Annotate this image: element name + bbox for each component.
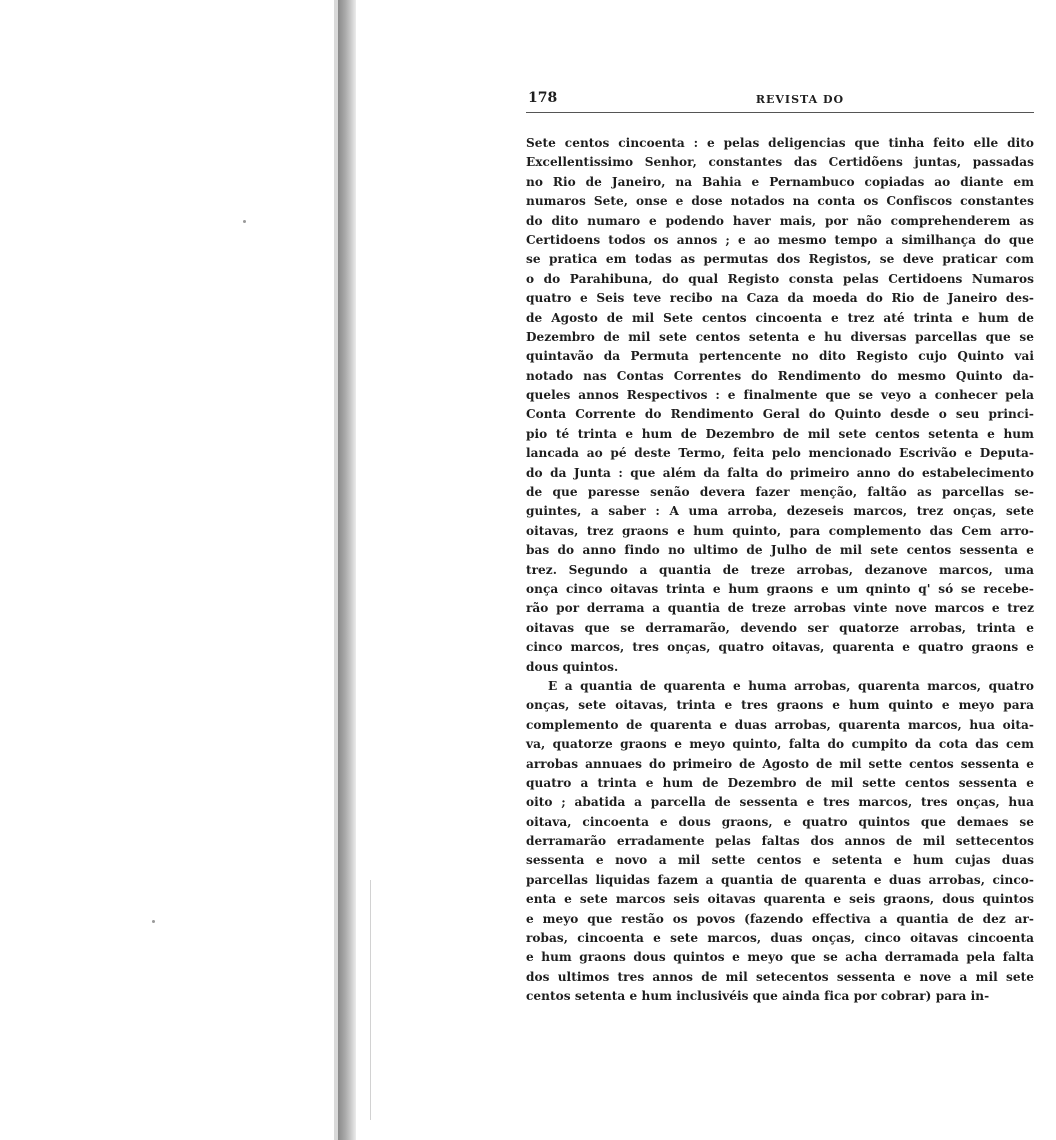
text-line: cinco marcos, tres onças, quatro oitavas, quarenta e quatro graons e (526, 640, 1034, 655)
text-line: no Rio de Janeiro, na Bahia e Pernambuco copiadas ao diante em (526, 174, 1034, 189)
text-line: oitava, cincoenta e dous graons, e quatro quintos que demaes se (526, 814, 1034, 829)
text-line: quintavão da Permuta pertencente no dito Registo cujo Quinto vai (526, 349, 1034, 364)
text-line: va, quatorze graons e meyo quinto, falta do cumpito da cota das cem (526, 737, 1034, 752)
text-line: sessenta e novo a mil sette centos e setenta e hum cujas duas (526, 853, 1034, 868)
text-line: rão por derrama a quantia de treze arrobas vinte nove marcos e trez (526, 601, 1034, 616)
text-line: do da Junta : que além da falta do primeiro anno do estabelecimento (526, 465, 1034, 480)
text-line: quatro a trinta e hum de Dezembro de mil sette centos sessenta e (526, 775, 1034, 790)
text-line: trez. Segundo a quantia de treze arrobas, dezanove marcos, uma (526, 562, 1034, 577)
text-line: bas do anno findo no ultimo de Julho de mil sete centos sessenta e (526, 543, 1034, 558)
scan-artifact-line (370, 880, 371, 1120)
text-line: parcellas liquidas fazem a quantia de quarenta e duas arrobas, cinco- (526, 872, 1034, 887)
text-line: lancada ao pé deste Termo, feita pelo mencionado Escrivão e Deputa- (526, 446, 1034, 461)
text-line: oito ; abatida a parcella de sessenta e tres marcos, tres onças, hua (526, 795, 1034, 810)
text-line: dos ultimos tres annos de mil setecentos sessenta e nove a mil sete (526, 969, 1034, 984)
text-line: notado nas Contas Correntes do Rendimento do mesmo Quinto da- (526, 368, 1034, 383)
text-line: se pratica em todas as permutas dos Registos, se deve praticar com (526, 252, 1034, 267)
text-line: quatro e Seis teve recibo na Caza da moeda do Rio de Janeiro des- (526, 291, 1034, 306)
text-line: pio té trinta e hum de Dezembro de mil sete centos setenta e hum (526, 426, 1034, 441)
page-binding-gutter (338, 0, 356, 1140)
body-text (526, 134, 1034, 1007)
text-line: Dezembro de mil sete centos setenta e hu diversas parcellas que se (526, 329, 1034, 344)
text-line: oitavas, trez graons e hum quinto, para complemento das Cem arro- (526, 523, 1034, 538)
text-line: enta e sete marcos seis oitavas quarenta e seis graons, dous quintos (526, 892, 1034, 907)
text-line: de que paresse senão devera fazer menção, faltão as parcellas se- (526, 485, 1034, 500)
text-line: o do Parahibuna, do qual Registo consta pelas Certidoens Numaros (526, 271, 1034, 286)
scan-speck (152, 920, 155, 923)
text-line: queles annos Respectivos : e finalmente que se veyo a conhecer pela (526, 388, 1034, 403)
text-line: Conta Corrente do Rendimento Geral do Quinto desde o seu princi- (526, 407, 1034, 422)
text-line: E a quantia de quarenta e huma arrobas, quarenta marcos, quatro (548, 678, 1034, 693)
text-line: Excellentissimo Senhor, constantes das Certidõens juntas, passadas (526, 155, 1034, 170)
scan-speck (243, 220, 246, 223)
text-line: robas, cincoenta e sete marcos, duas onças, cinco oitavas cincoenta (526, 931, 1034, 946)
text-line: arrobas annuaes do primeiro de Agosto de mil sette centos sessenta e (526, 756, 1034, 771)
text-line: derramarão erradamente pelas faltas dos annos de mil settecentos (526, 834, 1034, 849)
text-line: Sete centos cincoenta : e pelas deligencias que tinha feito elle dito (526, 136, 1034, 150)
running-head: REVISTA DO (755, 93, 845, 106)
text-line: do dito numaro e podendo haver mais, por não comprehenderem as (526, 213, 1034, 228)
text-line: de Agosto de mil Sete centos cincoenta e trez até trinta e hum de (526, 310, 1034, 325)
text-line: complemento de quarenta e duas arrobas, quarenta marcos, hua oita- (526, 717, 1034, 732)
text-line: numaros Sete, onse e dose notados na conta os Confiscos constantes (526, 194, 1034, 209)
text-line: onças, sete oitavas, trinta e tres graons e hum quinto e meyo para (526, 698, 1034, 713)
text-line: Certidoens todos os annos ; e ao mesmo tempo a similhança do que (526, 232, 1034, 247)
page-number: 178 (528, 90, 558, 106)
text-line: dous quintos. (526, 659, 619, 674)
text-line: e meyo que restão os povos (fazendo effectiva a quantia de dez ar- (526, 911, 1034, 926)
text-line: oitavas que se derramarão, devendo ser quatorze arrobas, trinta e (526, 620, 1034, 635)
text-line: centos setenta e hum inclusivéis que ainda fica por cobrar) para in- (526, 989, 990, 1004)
text-line: guintes, a saber : A uma arroba, dezeseis marcos, trez onças, sete (526, 504, 1034, 519)
text-line: onça cinco oitavas trinta e hum graons e um qninto q' só se recebe- (526, 581, 1034, 596)
text-line: e hum graons dous quintos e meyo que se acha derramada pela falta (526, 950, 1034, 965)
page-header (526, 90, 1034, 113)
